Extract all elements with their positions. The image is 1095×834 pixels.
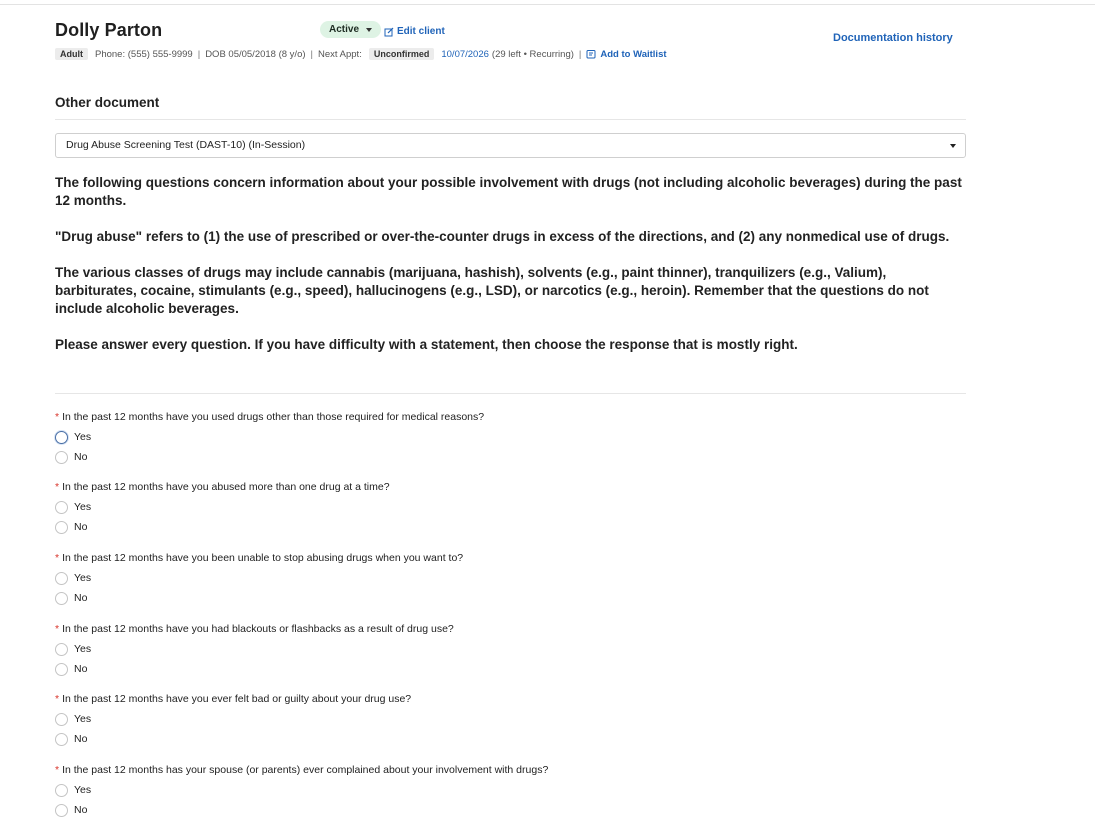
radio-yes[interactable] [55, 643, 68, 656]
intro-paragraph: Please answer every question. If you have difficulty with a statement, then choose the response that is mostly right. [55, 337, 798, 352]
client-name: Dolly Parton [55, 20, 163, 40]
client-dob: DOB 05/05/2018 (8 y/o) [205, 48, 306, 60]
separator: | [310, 48, 313, 60]
required-marker: * [55, 552, 60, 564]
question-label [55, 692, 966, 706]
option-label: Yes [74, 713, 92, 725]
section-divider [55, 119, 966, 120]
option-no[interactable] [55, 662, 966, 676]
top-border [0, 4, 1095, 5]
option-no[interactable] [55, 450, 966, 464]
question-text: In the past 12 months have you had blackouts or flashbacks as a result of drug use? [62, 623, 454, 635]
edit-client-label: Edit client [397, 26, 445, 37]
client-phone: Phone: (555) 555-9999 [95, 48, 193, 60]
age-group-tag: Adult [55, 48, 88, 60]
option-label: No [74, 451, 88, 463]
option-yes[interactable] [55, 712, 966, 726]
radio-no[interactable] [55, 663, 68, 676]
section-title: Other document [55, 95, 160, 110]
intro-paragraph: "Drug abuse" refers to (1) the use of prescribed or over-the-counter drugs in excess of the directions, and (2) any nonmedical use of drugs. [55, 229, 950, 244]
required-marker: * [55, 481, 60, 493]
separator: | [578, 48, 582, 60]
option-yes[interactable] [55, 571, 966, 585]
radio-no[interactable] [55, 733, 68, 746]
question-text: In the past 12 months has your spouse (or parents) ever complained about your involvement with drugs? [62, 764, 549, 776]
appt-detail: (29 left • Recurring) [491, 48, 574, 60]
radio-yes[interactable] [55, 572, 68, 585]
status-dropdown[interactable] [320, 21, 381, 38]
separator: | [197, 48, 201, 60]
question-2 [55, 480, 966, 534]
question-1 [55, 410, 966, 464]
add-to-waitlist-label: Add to Waitlist [600, 48, 667, 60]
edit-icon [384, 27, 394, 37]
radio-yes[interactable] [55, 431, 68, 444]
intro-paragraph: The various classes of drugs may include cannabis (marijuana, hashish), solvents (e.g., paint thinner), tranquilizers (e.g., Valium), barbiturates, cocaine, stimulants (e.g., speed), hallucinogens (e.g., LSD), or narcotics (e.g., heroin). Remember that the questions do not include alcoholic beverages. [55, 265, 929, 316]
option-yes[interactable] [55, 430, 966, 444]
option-label: No [74, 733, 88, 745]
required-marker: * [55, 411, 60, 423]
edit-client-link[interactable] [384, 26, 445, 37]
question-text: In the past 12 months have you used drugs other than those required for medical reasons? [62, 411, 485, 423]
option-no[interactable] [55, 591, 966, 605]
radio-no[interactable] [55, 592, 68, 605]
option-label: Yes [74, 501, 92, 513]
question-label [55, 410, 966, 424]
add-to-waitlist-link[interactable] [586, 49, 666, 60]
instructions [55, 174, 966, 372]
question-3 [55, 551, 966, 605]
intro-paragraph: The following questions concern information about your possible involvement with drugs (not including alcoholic beverages) during the past 12 months. [55, 175, 962, 208]
option-label: Yes [74, 784, 92, 796]
documentation-history-link[interactable]: Documentation history [833, 32, 953, 44]
required-marker: * [55, 623, 60, 635]
question-5 [55, 692, 966, 746]
option-label: Yes [74, 643, 92, 655]
instructions-divider [55, 393, 966, 394]
question-4 [55, 622, 966, 676]
radio-no[interactable] [55, 804, 68, 817]
client-meta [55, 47, 667, 61]
waitlist-icon [586, 49, 596, 59]
radio-no[interactable] [55, 451, 68, 464]
appt-status-tag: Unconfirmed [369, 48, 435, 60]
chevron-down-icon [950, 144, 956, 148]
radio-yes[interactable] [55, 713, 68, 726]
option-label: Yes [74, 572, 92, 584]
question-text: In the past 12 months have you abused more than one drug at a time? [62, 481, 390, 493]
option-label: No [74, 804, 88, 816]
option-no[interactable] [55, 732, 966, 746]
option-label: No [74, 521, 88, 533]
question-6 [55, 763, 966, 817]
question-label [55, 622, 966, 636]
question-text: In the past 12 months have you ever felt bad or guilty about your drug use? [62, 693, 412, 705]
question-label [55, 551, 966, 565]
required-marker: * [55, 764, 60, 776]
option-label: No [74, 663, 88, 675]
question-text: In the past 12 months have you been unable to stop abusing drugs when you want to? [62, 552, 464, 564]
next-appt-label: Next Appt: [318, 48, 362, 60]
document-type-select[interactable] [55, 133, 966, 158]
option-yes[interactable] [55, 642, 966, 656]
selected-form: Drug Abuse Screening Test (DAST-10) (In-Session) [66, 139, 306, 151]
option-yes[interactable] [55, 783, 966, 797]
required-marker: * [55, 693, 60, 705]
option-label: Yes [74, 431, 92, 443]
status-label: Active [329, 24, 360, 35]
radio-yes[interactable] [55, 501, 68, 514]
next-appt-date-link[interactable]: 10/07/2026 [441, 48, 489, 60]
question-label [55, 763, 966, 777]
radio-no[interactable] [55, 521, 68, 534]
option-no[interactable] [55, 520, 966, 534]
option-yes[interactable] [55, 500, 966, 514]
chevron-down-icon [366, 28, 372, 32]
option-no[interactable] [55, 803, 966, 817]
option-label: No [74, 592, 88, 604]
question-label [55, 480, 966, 494]
radio-yes[interactable] [55, 784, 68, 797]
